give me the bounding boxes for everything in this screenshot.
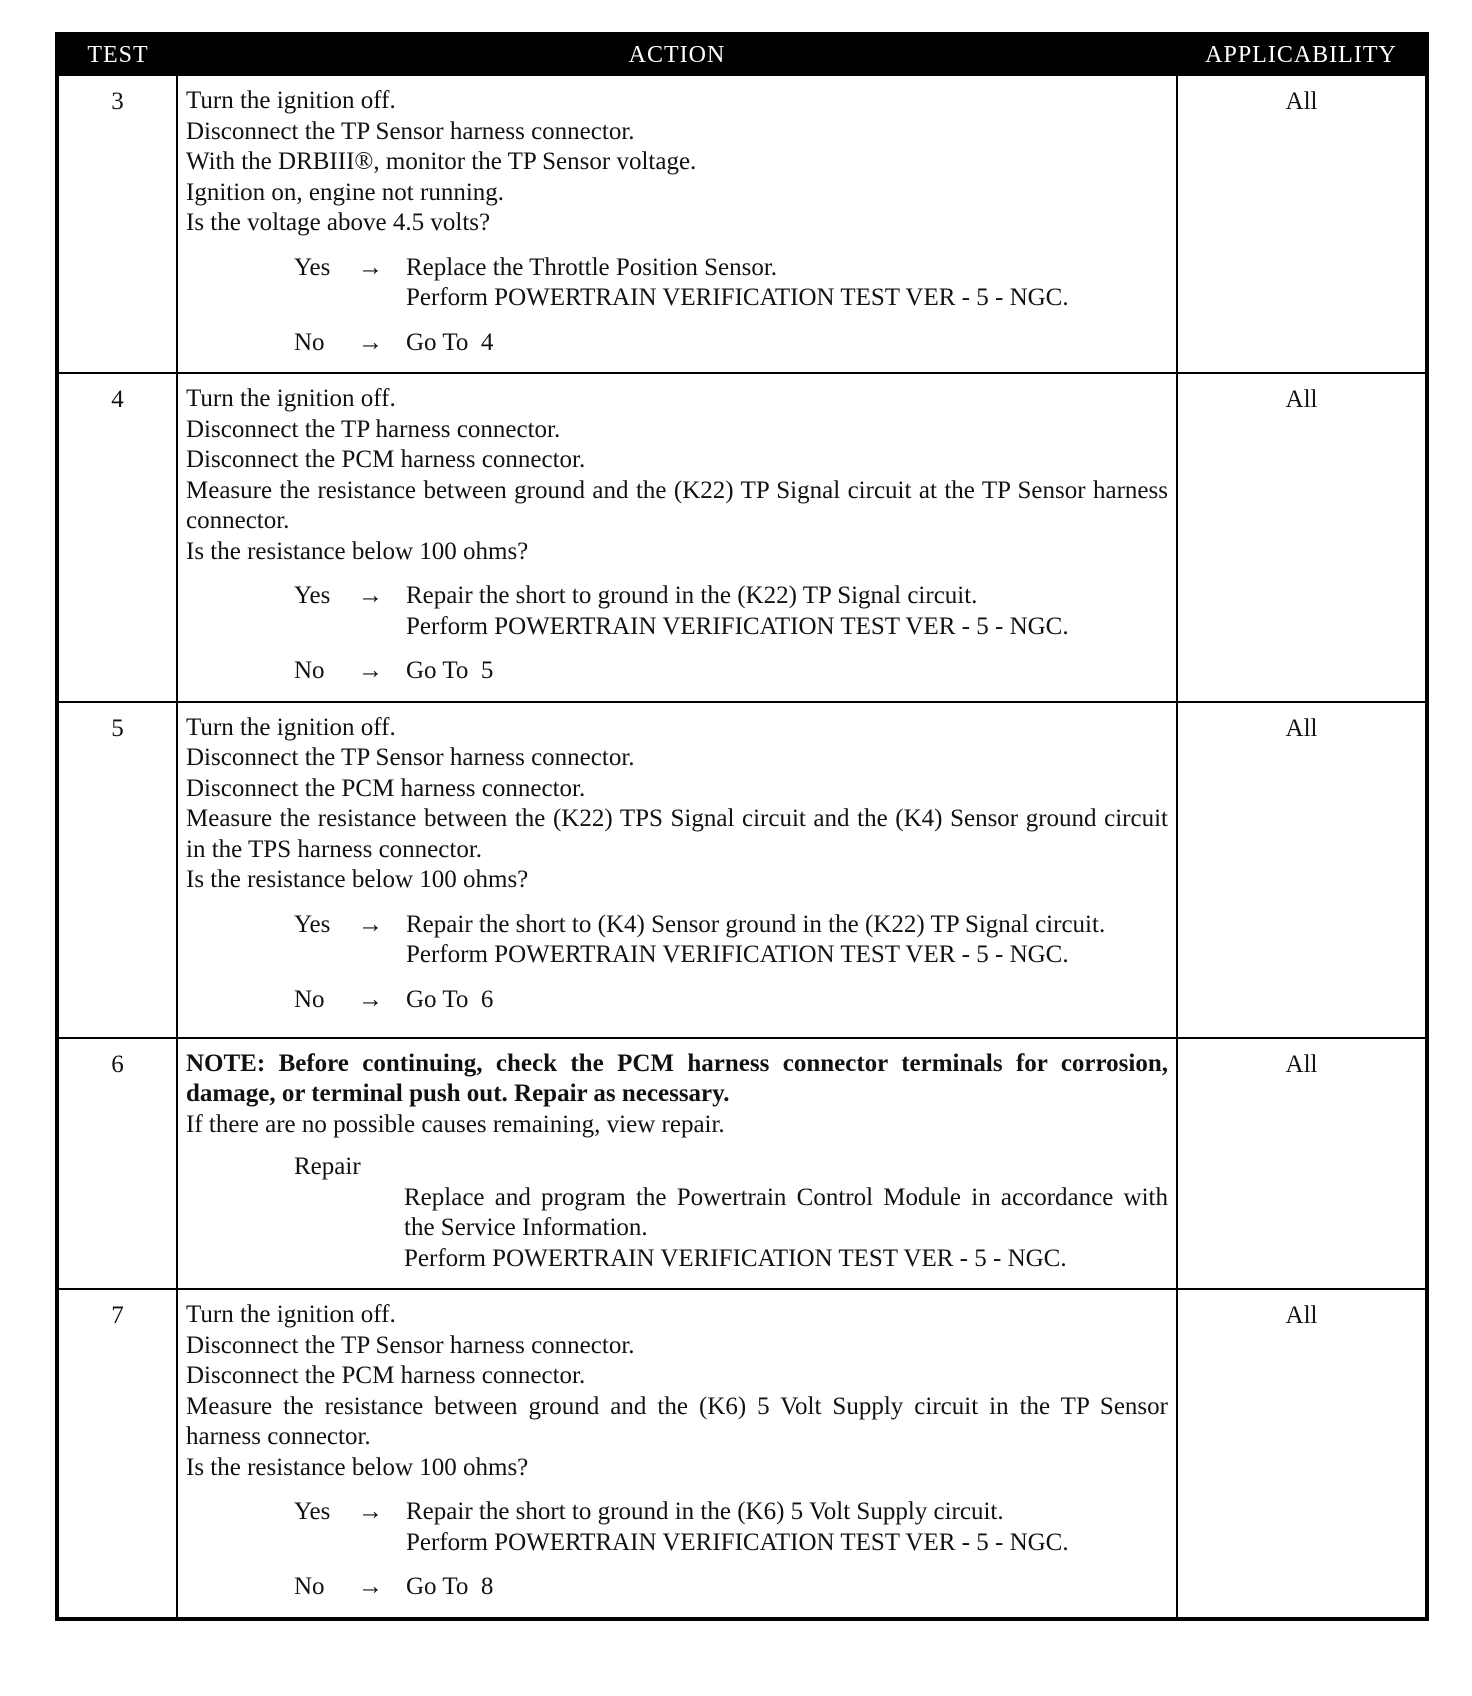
yes-label: Yes <box>294 910 331 938</box>
no-result <box>294 656 1168 687</box>
yes-line: Perform POWERTRAIN VERIFICATION TEST VER - 5 - NGC. <box>406 612 1069 640</box>
action-cell <box>177 1289 1177 1619</box>
test-table <box>55 32 1429 1621</box>
arrow-icon: → <box>358 985 383 1013</box>
applicability-value: All <box>1177 1038 1427 1290</box>
repair-line: Replace and program the Powertrain Control Module in accordance with the Service Information. <box>404 1183 1168 1241</box>
goto-link: Go To 5 <box>406 657 494 684</box>
action-cell <box>177 1038 1177 1290</box>
arrow-icon: → <box>358 1498 383 1525</box>
goto-link: Go To 8 <box>406 1573 494 1600</box>
yes-label: Yes <box>294 1498 331 1525</box>
no-result <box>294 1572 1168 1603</box>
step: Turn the ignition off. <box>186 1301 396 1328</box>
repair-label: Repair <box>294 1153 361 1180</box>
test-number: 5 <box>57 702 177 1038</box>
step: Disconnect the PCM harness connector. <box>186 446 586 473</box>
step: Disconnect the TP harness connector. <box>186 415 561 443</box>
step: Turn the ignition off. <box>186 713 396 741</box>
yes-line: Repair the short to ground in the (K6) 5 Volt Supply circuit. <box>406 1498 1004 1525</box>
step: Measure the resistance between ground and the (K22) TP Signal circuit at the TP Sensor harness connector. <box>186 476 1168 534</box>
step: Ignition on, engine not running. <box>186 178 505 206</box>
yes-result <box>294 581 1168 642</box>
step: Turn the ignition off. <box>186 87 396 114</box>
test-number: 4 <box>57 373 177 702</box>
step: With the DRBIII®, monitor the TP Sensor voltage. <box>186 148 697 175</box>
table-header-row <box>57 34 1427 75</box>
table-row <box>57 1038 1427 1290</box>
yes-line: Perform POWERTRAIN VERIFICATION TEST VER - 5 - NGC. <box>406 284 1069 311</box>
goto-link: Go To 4 <box>406 328 494 356</box>
applicability-value: All <box>1177 373 1427 702</box>
table-row <box>57 1289 1427 1619</box>
step: Disconnect the PCM harness connector. <box>186 1362 586 1389</box>
yes-line: Repair the short to (K4) Sensor ground in the (K22) TP Signal circuit. <box>406 910 1106 938</box>
action-cell <box>177 702 1177 1038</box>
arrow-icon: → <box>358 657 383 684</box>
step: Disconnect the PCM harness connector. <box>186 774 586 802</box>
step: If there are no possible causes remaining, view repair. <box>186 1110 725 1138</box>
arrow-icon: → <box>358 1573 383 1600</box>
step: Is the voltage above 4.5 volts? <box>186 209 491 236</box>
test-number: 7 <box>57 1289 177 1619</box>
yes-label: Yes <box>294 253 331 281</box>
note-text: NOTE: Before continuing, check the PCM harness connector terminals for corrosion, damage, or terminal push out. Repair as necessary. <box>186 1049 1168 1107</box>
step: Is the resistance below 100 ohms? <box>186 866 529 893</box>
diagnostic-test-table <box>55 32 1425 1621</box>
table-row <box>57 75 1427 373</box>
no-label: No <box>294 657 325 684</box>
yes-label: Yes <box>294 582 331 609</box>
table-row <box>57 702 1427 1038</box>
header-action: ACTION <box>177 34 1177 75</box>
header-applicability: APPLICABILITY <box>1177 34 1427 75</box>
applicability-value: All <box>1177 702 1427 1038</box>
yes-result <box>294 1497 1168 1558</box>
goto-link: Go To 6 <box>406 985 494 1013</box>
no-label: No <box>294 985 325 1013</box>
arrow-icon: → <box>358 328 383 356</box>
yes-line: Perform POWERTRAIN VERIFICATION TEST VER - 5 - NGC. <box>406 941 1069 968</box>
yes-result <box>294 253 1168 314</box>
action-cell <box>177 75 1177 373</box>
step: Turn the ignition off. <box>186 385 396 412</box>
step: Is the resistance below 100 ohms? <box>186 1453 529 1481</box>
step: Measure the resistance between the (K22) TPS Signal circuit and the (K4) Sensor ground circuit in the TPS harness connector. <box>186 805 1168 863</box>
yes-result <box>294 910 1168 971</box>
step: Disconnect the TP Sensor harness connector. <box>186 117 635 145</box>
repair-line: Perform POWERTRAIN VERIFICATION TEST VER - 5 - NGC. <box>404 1244 1067 1272</box>
arrow-icon: → <box>358 253 383 281</box>
step: Measure the resistance between ground and the (K6) 5 Volt Supply circuit in the TP Sensor harness connector. <box>186 1392 1168 1450</box>
yes-line: Perform POWERTRAIN VERIFICATION TEST VER - 5 - NGC. <box>406 1528 1069 1556</box>
table-row <box>57 373 1427 702</box>
step: Is the resistance below 100 ohms? <box>186 537 529 565</box>
arrow-icon: → <box>358 582 383 609</box>
no-result <box>294 328 1168 359</box>
action-cell <box>177 373 1177 702</box>
test-number: 6 <box>57 1038 177 1290</box>
no-label: No <box>294 328 325 356</box>
no-label: No <box>294 1573 325 1600</box>
yes-line: Repair the short to ground in the (K22) TP Signal circuit. <box>406 582 978 609</box>
arrow-icon: → <box>358 910 383 938</box>
yes-line: Replace the Throttle Position Sensor. <box>406 253 778 281</box>
no-result <box>294 985 1168 1016</box>
applicability-value: All <box>1177 75 1427 373</box>
step: Disconnect the TP Sensor harness connector. <box>186 744 635 771</box>
step: Disconnect the TP Sensor harness connector. <box>186 1331 635 1359</box>
test-number: 3 <box>57 75 177 373</box>
applicability-value: All <box>1177 1289 1427 1619</box>
header-test: TEST <box>57 34 177 75</box>
